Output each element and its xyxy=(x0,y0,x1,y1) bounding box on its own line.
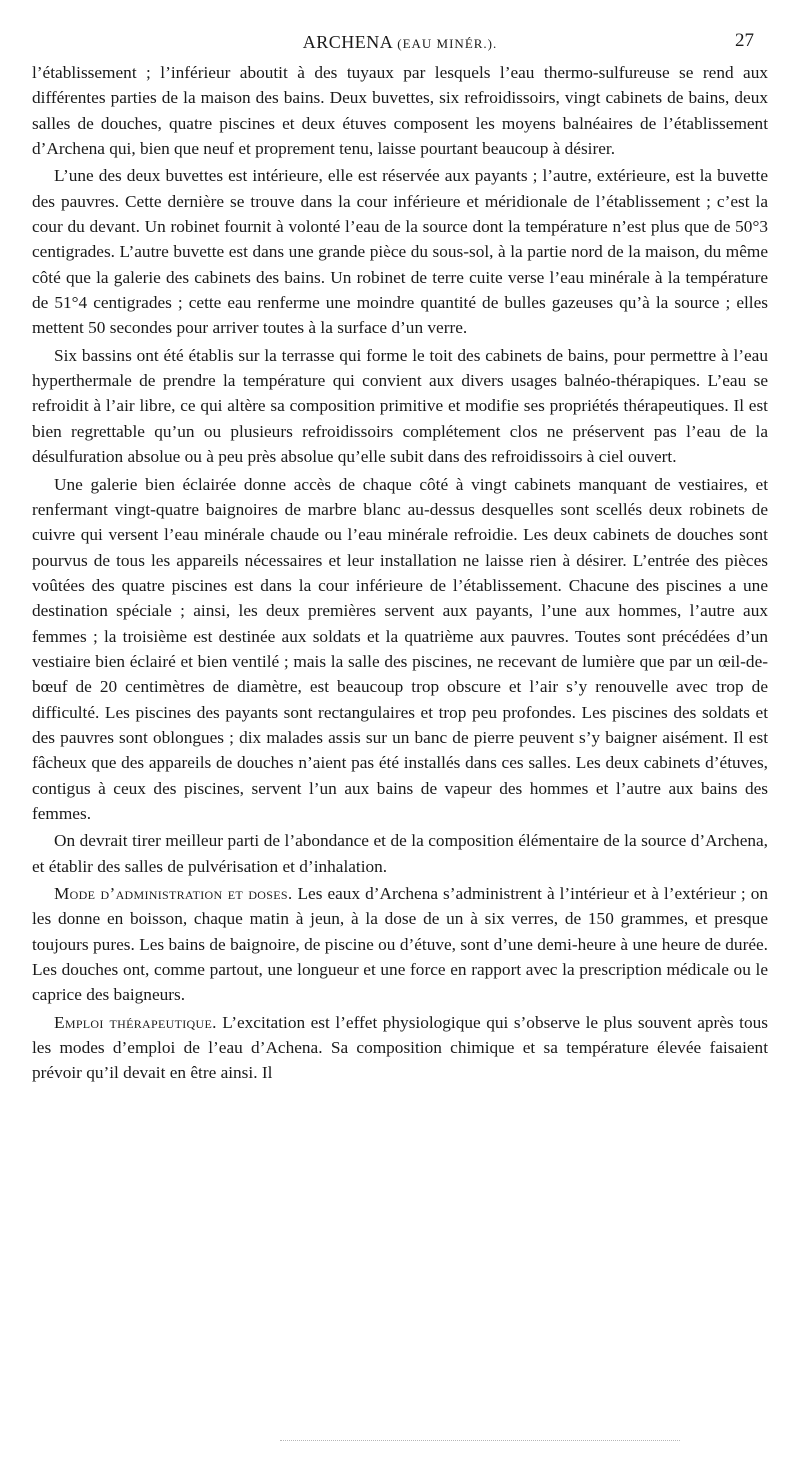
paragraph-2: L’une des deux buvettes est intérieure, elle est réservée aux payants ; l’autre, extérieure, est la buvette des pauvres. Cette dernière se trouve dans la cour inférieure et méridionale de l’établissement ; c’est la cour du devant. Un robinet fournit à volonté l’eau de la source dont la température n’est plus que de 50°3 centigrades. L’autre buvette est dans une grande pièce du sous-sol, à la partie nord de la maison, du même côté que la galerie des cabinets des bains. Un robinet de terre cuite verse l’eau minérale à la température de 51°4 centigrades ; cette eau renferme une moindre quantité de bulles gazeuses qu’à la source ; elles mettent 50 secondes pour arriver toutes à la surface d’un verre. xyxy=(32,166,768,338)
running-title-sub: (EAU MINÉR.). xyxy=(397,36,498,51)
paragraph-5: On devrait tirer meilleur parti de l’abondance et de la composition élémentaire de la source d’Archena, et établir des salles de pulvérisation et d’inhalation. xyxy=(32,831,768,876)
section-text-administration: Les eaux d’Archena s’administrent à l’intérieur et à l’extérieur ; on les donne en boisson, chaque matin à jeun, à la dose de un à six verres, de 150 grammes, et presque toujours pures. Les bains de baignoire, de piscine ou d’étuve, sont d’une demi-heure à une heure de durée. Les douches ont, comme partout, une longueur et une force en rapport avec la prescription médicale ou le caprice des baigneurs. xyxy=(32,884,769,1005)
running-title xyxy=(32,32,768,53)
paragraph-3: Six bassins ont été établis sur la terrasse qui forme le toit des cabinets de bains, pour permettre à l’eau hyperthermale de prendre la température qui convient aux divers usages balnéo-thérapiques. L’eau se refroidit à l’air libre, ce qui altère sa composition primitive et modifie ses propriétés thérapeutiques. Il est bien regrettable qu’un ou plusieurs refroidissoirs complétement clos ne préservent pas l’eau de la désulfuration absolue ou à peu près absolue qu’elle subit dans des refroidissoirs à ciel ouvert. xyxy=(32,345,768,467)
section-heading-therapeutique: Emploi thérapeutique. xyxy=(54,1012,217,1032)
section-text-therapeutique: L’excitation est l’effet physiologique qui s’observe le plus souvent après tous les modes d’emploi de l’eau d’Achena. Sa composition chimique et sa température élevée faisaient prévoir qu’il devait en être ainsi. Il xyxy=(32,1012,768,1083)
running-title-main: ARCHENA xyxy=(302,32,393,52)
section-heading-administration: Mode d’administration et doses. xyxy=(54,884,293,903)
bleed-through-mark xyxy=(280,1440,680,1447)
paragraph-1: l’établissement ; l’inférieur aboutit à des tuyaux par lesquels l’eau thermo-sulfureuse se rend aux différentes parties de la maison des bains. Deux buvettes, six refroidissoirs, vingt cabinets de bains, deux salles de douches, quatre piscines et deux étuves composent les moyens balnéaires de l’établissement d’Archena qui, bien que neuf et proprement tenu, laisse pourtant beaucoup à désirer. xyxy=(32,63,768,159)
section-therapeutique xyxy=(32,1010,768,1086)
paragraph-4: Une galerie bien éclairée donne accès de chaque côté à vingt cabinets manquant de vestiaires, et renfermant vingt-quatre baignoires de marbre blanc au-dessus desquelles sont scellés deux robinets de cuivre qui versent l’eau minérale chaude ou l’eau minérale refroidie. Les deux cabinets de douches sont pourvus de tous les appareils nécessaires et leur installation ne laisse rien à désirer. L’entrée des pièces voûtées des quatre piscines est dans la cour inférieure de l’établissement. Chacune des piscines a une destination spéciale ; ainsi, les deux premières servent aux payants, l’une aux hommes, l’autre aux femmes ; la troisième est destinée aux soldats et la quatrième aux pauvres. Toutes sont précédées d’un vestiaire bien éclairé et bien ventilé ; mais la salle des piscines, ne recevant de lumière que par un œil-de-bœuf de 20 centimètres de diamètre, est beaucoup trop obscure et l’air s’y renouvelle avec trop de difficulté. Les piscines des payants sont rectangulaires et trop peu profondes. Les piscines des soldats et des pauvres sont oblongues ; dix malades assis sur un banc de pierre peuvent s’y baigner aisément. Il est fâcheux que des appareils de douches n’aient pas été installés dans ces salles. Les deux cabinets d’étuves, contigus à ceux des piscines, servent l’un aux bains de vapeur des hommes et l’autre aux bains des femmes. xyxy=(32,474,768,823)
running-header xyxy=(32,26,768,60)
body-text xyxy=(32,60,768,1086)
section-administration xyxy=(32,881,768,1008)
page-number: 27 xyxy=(735,30,754,51)
